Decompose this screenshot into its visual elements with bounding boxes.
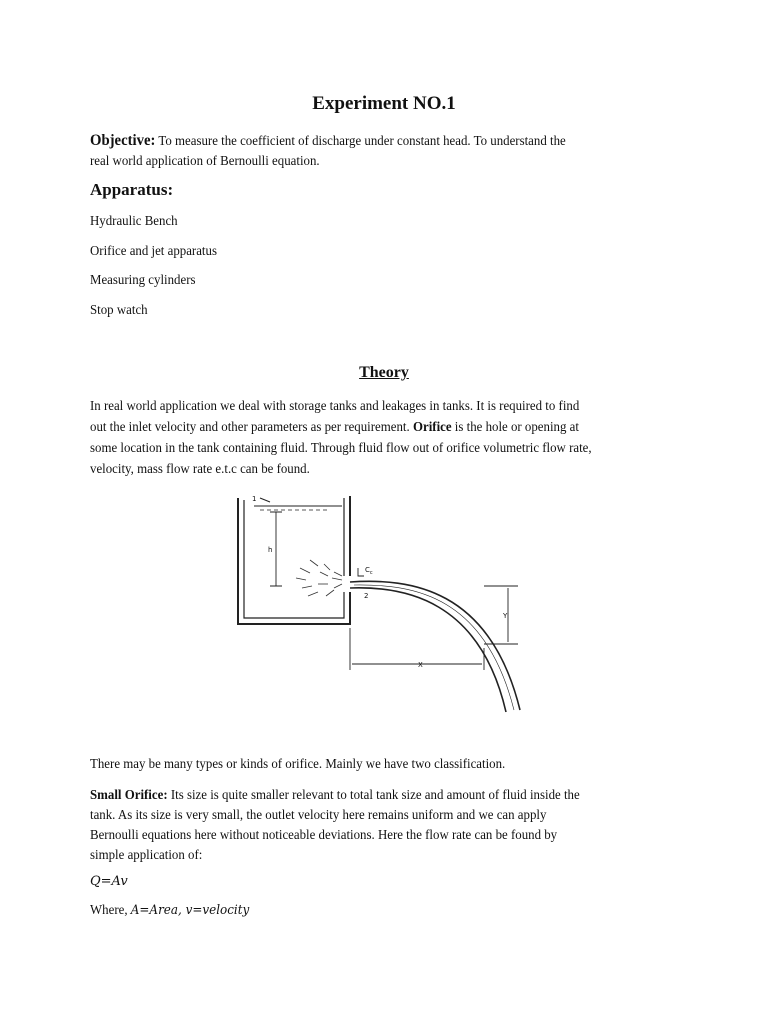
formula-definitions — [90, 903, 249, 919]
theory-heading: Theory — [359, 364, 409, 381]
theory-line-2-start: out the inlet velocity and other parameters as per requirement. — [90, 420, 410, 435]
theory-line-3: some location in the tank containing fluid. Through fluid flow out of orifice volumetric flow rate, — [90, 441, 592, 456]
apparatus-item: Orifice and jet apparatus — [90, 244, 217, 259]
apparatus-item: Hydraulic Bench — [90, 214, 178, 229]
page-title: Experiment NO.1 — [312, 93, 456, 114]
variable-definitions: A=Area, v=velocity — [130, 903, 250, 918]
small-orifice-line-1 — [90, 786, 580, 806]
jet-upper — [350, 581, 520, 710]
y-distance-label: Y — [503, 612, 508, 620]
small-orifice-text-1: Its size is quite smaller relevant to total tank size and amount of fluid inside the — [170, 788, 580, 803]
small-orifice-paragraph — [90, 786, 580, 866]
contraction-coefficient-label: $C_c$ — [365, 566, 373, 576]
objective-text-1: To measure the coefficient of discharge under constant head. To understand the — [158, 134, 566, 149]
flow-rate-formula: Q=Av — [90, 874, 128, 889]
where-prefix: Where, — [90, 903, 128, 918]
jet-lower — [350, 588, 506, 712]
apparatus-item: Measuring cylinders — [90, 273, 196, 288]
apparatus-item: Stop watch — [90, 303, 148, 318]
classification-text: There may be many types or kinds of orifice. Mainly we have two classification. — [90, 757, 506, 772]
apparatus-heading: Apparatus: — [90, 180, 174, 199]
x-distance-label: X — [418, 661, 423, 669]
small-orifice-text-4: simple application of: — [90, 848, 203, 863]
small-orifice-label: Small Orifice: — [90, 788, 168, 803]
small-orifice-text-3: Bernoulli equations here without noticeable deviations. Here the flow rate can be found by — [90, 828, 558, 843]
orifice-tank-diagram — [230, 488, 540, 716]
flow-streamlines — [296, 560, 342, 596]
objective-label: Objective: — [90, 132, 156, 149]
orifice-term: Orifice — [412, 420, 452, 435]
theory-line-2 — [90, 417, 592, 438]
theory-paragraph — [90, 396, 592, 480]
objective-text-2: real world application of Bernoulli equation. — [90, 154, 320, 169]
theory-line-1: In real world application we deal with storage tanks and leakages in tanks. It is required to find — [90, 399, 580, 414]
head-h-label: h — [268, 546, 273, 554]
theory-line-4: velocity, mass flow rate e.t.c can be found. — [90, 462, 310, 477]
small-orifice-text-2: tank. As its size is very small, the outlet velocity here remains uniform and we can apply — [90, 808, 547, 823]
tank-inner-wall — [244, 500, 344, 618]
tank-wall — [238, 498, 350, 624]
point-1-label: 1 — [252, 495, 257, 503]
point-2-label: 2 — [364, 592, 369, 600]
theory-line-2-end: is the hole or opening at — [454, 420, 579, 435]
objective-section — [90, 131, 566, 172]
objective-line-1 — [90, 131, 566, 152]
